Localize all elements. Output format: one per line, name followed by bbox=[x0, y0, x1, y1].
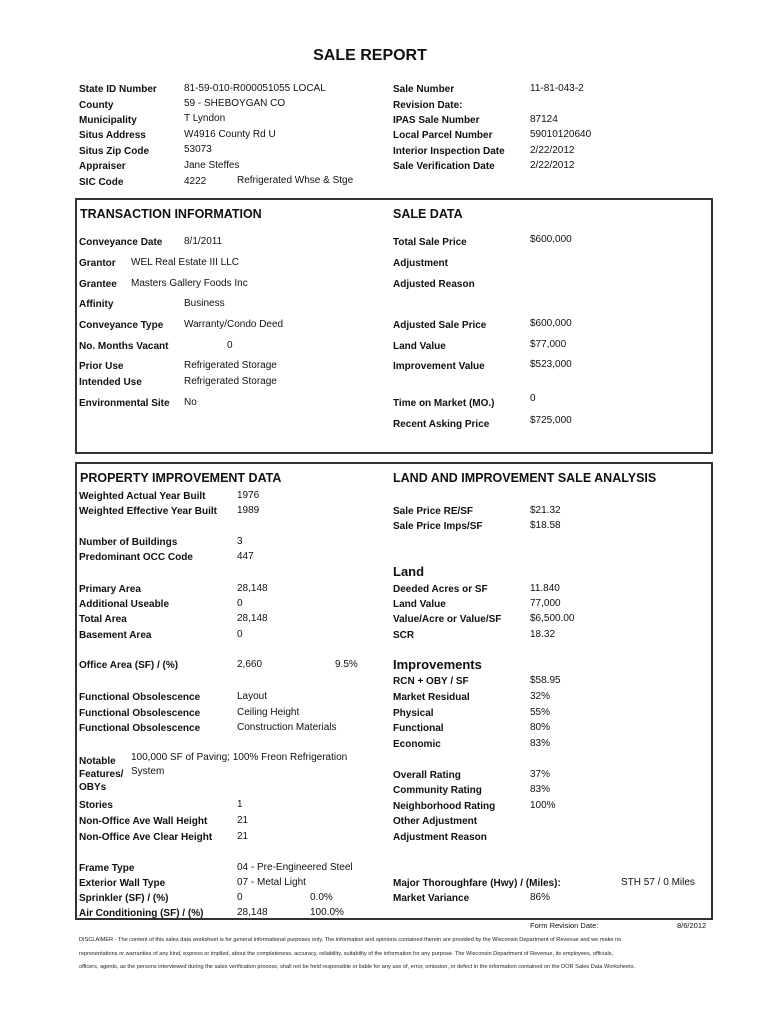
ipas-sale-number-label: IPAS Sale Number bbox=[393, 115, 480, 126]
revision-date-label: Revision Date: bbox=[393, 100, 463, 111]
imp-row-value: $58.95 bbox=[530, 675, 561, 686]
rating-row-label: Adjustment Reason bbox=[393, 832, 487, 843]
functional-obsolescence-value: Construction Materials bbox=[237, 722, 337, 733]
land-row-label: Deeded Acres or SF bbox=[393, 584, 488, 595]
disclaimer-line: DISCLAIMER - The content of this sales data worksheet is for general informational purposes only. The information and opinions contained therein are provided by the Wisconsin Department of Revenue and we make no bbox=[79, 937, 622, 943]
sale-row-value: $725,000 bbox=[530, 415, 572, 426]
functional-obsolescence-label: Functional Obsolescence bbox=[79, 708, 201, 719]
property-row-value: 1 bbox=[237, 799, 243, 810]
situs-zip-value: 53073 bbox=[184, 144, 212, 155]
imp-row-value: 55% bbox=[530, 707, 551, 718]
property-row-value: 3 bbox=[237, 536, 243, 547]
sale-row-label: Recent Asking Price bbox=[393, 419, 490, 430]
conveyance-type-label: Conveyance Type bbox=[79, 320, 164, 331]
property-row-label: Frame Type bbox=[79, 863, 135, 874]
page-title: SALE REPORT bbox=[313, 47, 427, 64]
sale-row-value: $600,000 bbox=[530, 234, 572, 245]
property-row-value: 1989 bbox=[237, 505, 260, 516]
land-row-value: 18.32 bbox=[530, 629, 556, 640]
intended-use-label: Intended Use bbox=[79, 377, 142, 388]
analysis-row-label: Sale Price Imps/SF bbox=[393, 521, 483, 532]
notable-label: Notable bbox=[79, 756, 116, 767]
imp-row-value: 32% bbox=[530, 691, 551, 702]
transaction-heading: TRANSACTION INFORMATION bbox=[80, 207, 262, 221]
property-row-value: 28,148 bbox=[237, 613, 268, 624]
prior-use-label: Prior Use bbox=[79, 361, 124, 372]
analysis-row-value: $18.58 bbox=[530, 520, 561, 531]
property-row-label: Total Area bbox=[79, 614, 127, 625]
imp-row-label: Market Residual bbox=[393, 692, 470, 703]
sale-row-label: Adjusted Sale Price bbox=[393, 320, 487, 331]
rating-row-value: 37% bbox=[530, 769, 551, 780]
sale-number-value: 11-81-043-2 bbox=[530, 83, 584, 94]
property-row-label: Non-Office Ave Wall Height bbox=[79, 816, 208, 827]
property-row-value: 28,148 bbox=[237, 583, 268, 594]
grantor-label: Grantor bbox=[79, 258, 116, 269]
land-row-value: 11.840 bbox=[530, 583, 560, 594]
property-row-label: Stories bbox=[79, 800, 113, 811]
property-row-label: Non-Office Ave Clear Height bbox=[79, 832, 213, 843]
property-row-value: 21 bbox=[237, 831, 249, 842]
conveyance-date-value: 8/1/2011 bbox=[184, 236, 223, 247]
affinity-value: Business bbox=[184, 298, 225, 309]
thoroughfare-label: Major Thoroughfare (Hwy) / (Miles): bbox=[393, 878, 561, 889]
functional-obsolescence-value: Ceiling Height bbox=[237, 707, 300, 718]
sale-row-label: Time on Market (MO.) bbox=[393, 398, 495, 409]
market-variance-label: Market Variance bbox=[393, 893, 470, 904]
property-row-value: 0 bbox=[237, 598, 243, 609]
property-row-label: Exterior Wall Type bbox=[79, 878, 166, 889]
office-area-value: 2,660 bbox=[237, 659, 263, 670]
property-row-value: 447 bbox=[237, 551, 254, 562]
property-row-value: 28,148 bbox=[237, 907, 268, 918]
land-row-label: Land Value bbox=[393, 599, 446, 610]
property-row-value: 07 - Metal Light bbox=[237, 877, 306, 888]
land-row-value: $6,500.00 bbox=[530, 613, 575, 624]
analysis-heading: LAND AND IMPROVEMENT SALE ANALYSIS bbox=[393, 471, 657, 485]
sale-verification-label: Sale Verification Date bbox=[393, 161, 495, 172]
sale-row-value: $600,000 bbox=[530, 318, 572, 329]
analysis-row-label: Sale Price RE/SF bbox=[393, 506, 474, 517]
situs-address-value: W4916 County Rd U bbox=[184, 129, 276, 140]
sale-data-heading: SALE DATA bbox=[393, 207, 463, 221]
imp-row-label: RCN + OBY / SF bbox=[393, 676, 469, 687]
ipas-sale-number-value: 87124 bbox=[530, 114, 558, 125]
imp-row-label: Economic bbox=[393, 739, 441, 750]
property-row-value: 1976 bbox=[237, 490, 260, 501]
grantor-value: WEL Real Estate III LLC bbox=[131, 257, 240, 268]
env-site-value: No bbox=[184, 397, 197, 408]
disclaimer-line: officers, agents, as the persons interviewed during the sales verification process, shall not be held responsible or liable for any use of, error, omission, or defect in the information contained on the DOR Sales Data Worksheets. bbox=[79, 964, 636, 970]
sale-row-label: Total Sale Price bbox=[393, 237, 467, 248]
municipality-label: Municipality bbox=[79, 115, 137, 126]
property-row-value: 04 - Pre-Engineered Steel bbox=[237, 862, 353, 873]
county-value: 59 - SHEBOYGAN CO bbox=[184, 98, 286, 109]
conveyance-date-label: Conveyance Date bbox=[79, 237, 163, 248]
rating-row-label: Neighborhood Rating bbox=[393, 801, 496, 812]
prior-use-value: Refrigerated Storage bbox=[184, 360, 277, 371]
property-row-label: Additional Useable bbox=[79, 599, 170, 610]
rating-row-value: 83% bbox=[530, 784, 551, 795]
property-row-percent: 0.0% bbox=[310, 892, 333, 903]
notable-features-value: 100,000 SF of Paving; 100% Freon Refrigeration bbox=[131, 752, 348, 763]
disclaimer-line: representations or warranties of any kind, express or implied, about the completeness, accuracy, reliability, suitability of the information for any purpose. The Wisconsin Department of Revenue, its employees, officials, bbox=[79, 951, 614, 957]
notable-label: OBYs bbox=[79, 782, 107, 793]
property-row-label: Number of Buildings bbox=[79, 537, 178, 548]
local-parcel-value: 59010120640 bbox=[530, 129, 592, 140]
land-row-label: SCR bbox=[393, 630, 415, 641]
thoroughfare-value: STH 57 / 0 Miles bbox=[621, 877, 695, 888]
sale-row-label: Land Value bbox=[393, 341, 446, 352]
interior-inspection-label: Interior Inspection Date bbox=[393, 146, 505, 157]
sale-row-value: $77,000 bbox=[530, 339, 567, 350]
state-id-value: 81-59-010-R000051055 LOCAL bbox=[184, 83, 326, 94]
property-row-label: Weighted Actual Year Built bbox=[79, 491, 206, 502]
grantee-value: Masters Gallery Foods Inc bbox=[131, 278, 248, 289]
appraiser-label: Appraiser bbox=[79, 161, 126, 172]
land-heading: Land bbox=[393, 564, 425, 579]
local-parcel-label: Local Parcel Number bbox=[393, 130, 493, 141]
rating-row-value: 100% bbox=[530, 800, 556, 811]
improvements-heading: Improvements bbox=[393, 657, 482, 672]
sale-number-label: Sale Number bbox=[393, 84, 455, 95]
affinity-label: Affinity bbox=[79, 299, 114, 310]
imp-row-value: 83% bbox=[530, 738, 551, 749]
property-row-percent: 100.0% bbox=[310, 907, 344, 918]
env-site-label: Environmental Site bbox=[79, 398, 170, 409]
situs-address-label: Situs Address bbox=[79, 130, 146, 141]
property-row-label: Sprinkler (SF) / (%) bbox=[79, 893, 169, 904]
property-row-label: Basement Area bbox=[79, 630, 152, 641]
form-revision-label: Form Revision Date: bbox=[530, 921, 599, 930]
rating-row-label: Other Adjustment bbox=[393, 816, 478, 827]
property-row-value: 21 bbox=[237, 815, 249, 826]
sale-row-label: Adjusted Reason bbox=[393, 279, 475, 290]
rating-row-label: Overall Rating bbox=[393, 770, 461, 781]
analysis-row-value: $21.32 bbox=[530, 505, 561, 516]
notable-features-value: System bbox=[131, 766, 165, 777]
sic-code-label: SIC Code bbox=[79, 177, 124, 188]
property-row-label: Air Conditioning (SF) / (%) bbox=[79, 908, 204, 919]
notable-label: Features/ bbox=[79, 769, 124, 780]
conveyance-type-value: Warranty/Condo Deed bbox=[184, 319, 284, 330]
functional-obsolescence-value: Layout bbox=[237, 691, 268, 702]
form-revision-date: 8/6/2012 bbox=[677, 921, 707, 930]
property-row-label: Weighted Effective Year Built bbox=[79, 506, 218, 517]
sic-code-value: 4222 bbox=[184, 176, 207, 187]
sale-row-label: Improvement Value bbox=[393, 361, 485, 372]
market-variance-value: 86% bbox=[530, 892, 551, 903]
functional-obsolescence-label: Functional Obsolescence bbox=[79, 692, 201, 703]
land-row-value: 77,000 bbox=[530, 598, 561, 609]
sale-row-value: 0 bbox=[530, 393, 536, 404]
imp-row-value: 80% bbox=[530, 722, 551, 733]
sale-row-label: Adjustment bbox=[393, 258, 448, 269]
property-row-value: 0 bbox=[237, 629, 243, 640]
appraiser-value: Jane Steffes bbox=[184, 160, 240, 171]
sale-verification-value: 2/22/2012 bbox=[530, 160, 575, 171]
intended-use-value: Refrigerated Storage bbox=[184, 376, 277, 387]
office-area-percent: 9.5% bbox=[335, 659, 358, 670]
sale-row-value: $523,000 bbox=[530, 359, 572, 370]
functional-obsolescence-label: Functional Obsolescence bbox=[79, 723, 201, 734]
situs-zip-label: Situs Zip Code bbox=[79, 146, 149, 157]
rating-row-label: Community Rating bbox=[393, 785, 482, 796]
county-label: County bbox=[79, 100, 114, 111]
months-vacant-value: 0 bbox=[227, 340, 233, 351]
property-row-value: 0 bbox=[237, 892, 243, 903]
months-vacant-label: No. Months Vacant bbox=[79, 341, 169, 352]
interior-inspection-value: 2/22/2012 bbox=[530, 145, 575, 156]
office-area-label: Office Area (SF) / (%) bbox=[79, 660, 179, 671]
property-row-label: Primary Area bbox=[79, 584, 141, 595]
sic-code-description: Refrigerated Whse & Stge bbox=[237, 175, 354, 186]
property-heading: PROPERTY IMPROVEMENT DATA bbox=[80, 471, 282, 485]
land-row-label: Value/Acre or Value/SF bbox=[393, 614, 502, 625]
property-row-label: Predominant OCC Code bbox=[79, 552, 193, 563]
imp-row-label: Functional bbox=[393, 723, 444, 734]
grantee-label: Grantee bbox=[79, 279, 117, 290]
imp-row-label: Physical bbox=[393, 708, 434, 719]
state-id-label: State ID Number bbox=[79, 84, 157, 95]
municipality-value: T Lyndon bbox=[184, 113, 226, 124]
